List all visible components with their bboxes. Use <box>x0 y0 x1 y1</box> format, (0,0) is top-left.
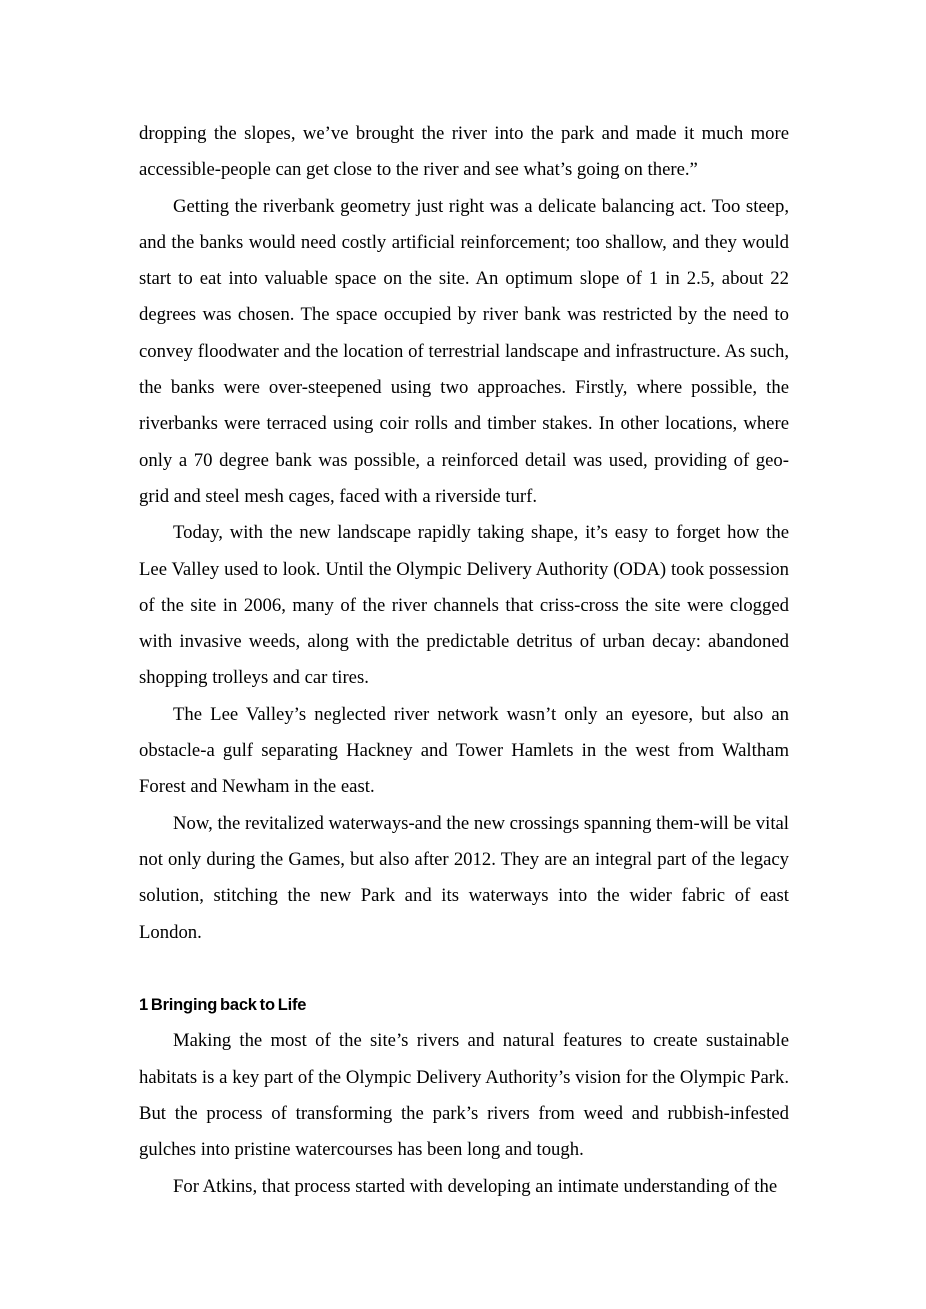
paragraph-continuation: dropping the slopes, we’ve brought the river into the park and made it much more accessible-people can get close to the river and see what’s going on there.” <box>139 123 789 181</box>
paragraph-atkins-process: For Atkins, that process started with developing an intimate understanding of the <box>173 1175 778 1197</box>
paragraph-river-network-obstacle: The Lee Valley’s neglected river network wasn’t only an eyesore, but also an obstacle-a gulf separating Hackney and Tower Hamlets in the west from Waltham Forest and Newham in the east. <box>139 703 789 798</box>
page-text-column <box>139 116 789 1205</box>
section-heading: 1 Bringing back to Life <box>139 996 307 1015</box>
paragraph-lee-valley-history: Today, with the new landscape rapidly taking shape, it’s easy to forget how the Lee Valley used to look. Until the Olympic Delivery Authority (ODA) took possession of the site in 2006, many of the river channels that criss-cross the site were clogged with invasive weeds, along with the predictable detritus of urban decay: abandoned shopping trolleys and car tires. <box>139 522 789 689</box>
paragraph-sustainable-habitats: Making the most of the site’s rivers and natural features to create sustainable habitats is a key part of the Olympic Delivery Authority’s vision for the Olympic Park. But the process of transforming the park’s rivers from weed and rubbish-infested gulches into pristine watercourses has been long and tough. <box>139 1030 789 1161</box>
paragraph-riverbank-geometry: Getting the riverbank geometry just right was a delicate balancing act. Too steep, and the banks would need costly artificial reinforcement; too shallow, and they would start to eat into valuable space on the site. An optimum slope of 1 in 2.5, about 22 degrees was chosen. The space occupied by river bank was restricted by the need to convey floodwater and the location of terrestrial landscape and infrastructure. As such, the banks were over-steepened using two approaches. Firstly, where possible, the riverbanks were terraced using coir rolls and timber stakes. In other locations, where only a 70 degree bank was possible, a reinforced detail was used, providing of geo-grid and steel mesh cages, faced with a riverside turf. <box>139 195 789 507</box>
paragraph-revitalized-waterways: Now, the revitalized waterways-and the new crossings spanning them-will be vital not only during the Games, but also after 2012. They are an integral part of the legacy solution, stitching the new Park and its waterways into the wider fabric of east London. <box>139 812 789 943</box>
